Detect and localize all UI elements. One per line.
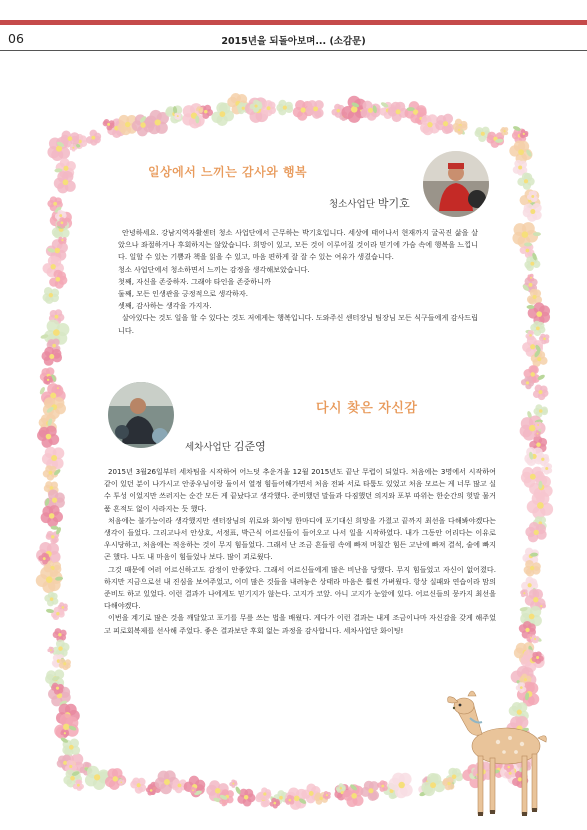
header-red-bar	[0, 20, 587, 25]
author2-role: 세차사업단	[185, 442, 231, 453]
paragraph: 이번을 계기로 많은 것을 깨달았고 포기를 무릎 쓰는 법을 배웠다. 게다가 이런 결과는 내게 조금이나마 자신감을 갖게 해주었고 피로회복제를 선사해 주었다. 좋은 결과보단 후회 없는 과정을 감사합니다. 세차사업단 화이팅!	[104, 613, 496, 635]
author1-role: 청소사업단	[329, 199, 375, 210]
paragraph: 청소 사업단에서 청소하면서 느끼는 감정을 생각해보았습니다.	[118, 264, 310, 274]
top-strip	[0, 0, 587, 30]
author1-photo	[423, 151, 489, 217]
paragraph: 그것 때문에 여러 어르신하고도 감정이 안좋았다. 그래서 어르신들에게 많은 비난을 당했다. 무지 힘들었고 자신이 없어졌다. 하지만 지금으로선 내 진심을 보여주었고, 이미 많은 것들을 내려놓은 상태라 마음은 훨씬 가벼웠다. 항상 실패와 연습이라 맘의 준비도 하고 있었다. 이런 결과가 나에게도 믿기지가 않는다. 고지가 코앞. 아니 고지가 눈앞에 있다. 어르신들의 뭉카지 최선을 다해야겠다.	[104, 564, 496, 611]
deer-illustration	[438, 672, 558, 822]
author2-name: 김준영	[233, 440, 266, 453]
running-title: 2015년을 되돌아보며... (소감문)	[221, 36, 366, 47]
section2-title: 다시 찾은 자신감	[316, 401, 418, 416]
author1-byline	[329, 195, 410, 211]
paragraph: 셋째, 감사하는 생각을 가지자.	[118, 301, 212, 311]
section1-title: 일상에서 느끼는 감사와 행복	[148, 165, 308, 179]
paragraph: 둘째, 모든 인생관을 긍정적으로 생각하자.	[118, 289, 249, 299]
paragraph: 안녕하세요. 강남지역자활센터 청소 사업단에서 근무하는 박기호입니다. 세상에 태어나서 현재까지 굴곡진 삶을 살았으나 좌절하거나 후회하지는 않았습니다. 희망이 있고, 모든 것이 이루어질 것이라 믿기에 가슴 속에 행복을 느낍니다. 일할 수 있는 기쁨과 책을 읽을 수 있고, 마음 편하게 잘 잘 수 있는 여유가 생겼습니다.	[118, 228, 478, 262]
author1-name: 박기호	[377, 197, 410, 210]
section1-body	[118, 227, 478, 337]
paragraph: 2015년 3월26일부터 세차팀을 시작하여 어느덧 추운겨울 12월 2015년도 끝난 무렵이 되었다. 처음에는 3명에서 시작하여 같이 있던 분이 나가시고 안종우님이랑 둘이서 열정 힘들어해가면서 처음 전파 서로 타툼도 있었고 처음 모르는 게 너무 많고 실수 투성 이었지만 쓰러지는 순간 모든 게 끝났다고 생각했다. 준비했던 말들과 다짐했던 의지와 포부 따위는 한순간의 헛말 물거품 흔적도 없이 사라지는 듯 했다.	[104, 467, 496, 513]
author2-photo	[108, 382, 174, 448]
person-photo-icon	[108, 382, 174, 448]
paragraph: 첫째, 자신을 존중하자. 그래야 타인을 존중하니까	[118, 276, 271, 286]
section2-body	[104, 466, 496, 637]
author2-byline	[185, 438, 266, 454]
paragraph: 처음에는 불가능이라 생각했지만 센터장님의 위로와 화이팅 한마디에 포기대신 희망을 가졌고 끝까지 최선을 다해봐야겠다는 생각이 들었다. 그리고나서 안상호, 서정표, 박근식 어르신들이 들어오고 나서 일을 시작하였다. 내가 그동안 어리다는 이유로 우시당하고, 처음에는 적응하는 것이 무지 힘들었다. 그래서 난 조금 흔들림 속에 빠져 며칠간 힘든 고난에 빠져 결석, 술에 빠지곤 했다. 나도 내 마음이 힘들었나 보다. 많이 괴로웠다.	[104, 515, 496, 562]
header-rule	[0, 50, 587, 51]
paragraph: 살아있다는 것도 일을 할 수 있다는 것도 저에게는 행복입니다. 도와주신 센터장님 팀장님 모든 식구들에게 감사드립니다.	[118, 313, 478, 335]
person-photo-icon	[423, 151, 489, 217]
page-number: 06	[8, 31, 24, 46]
